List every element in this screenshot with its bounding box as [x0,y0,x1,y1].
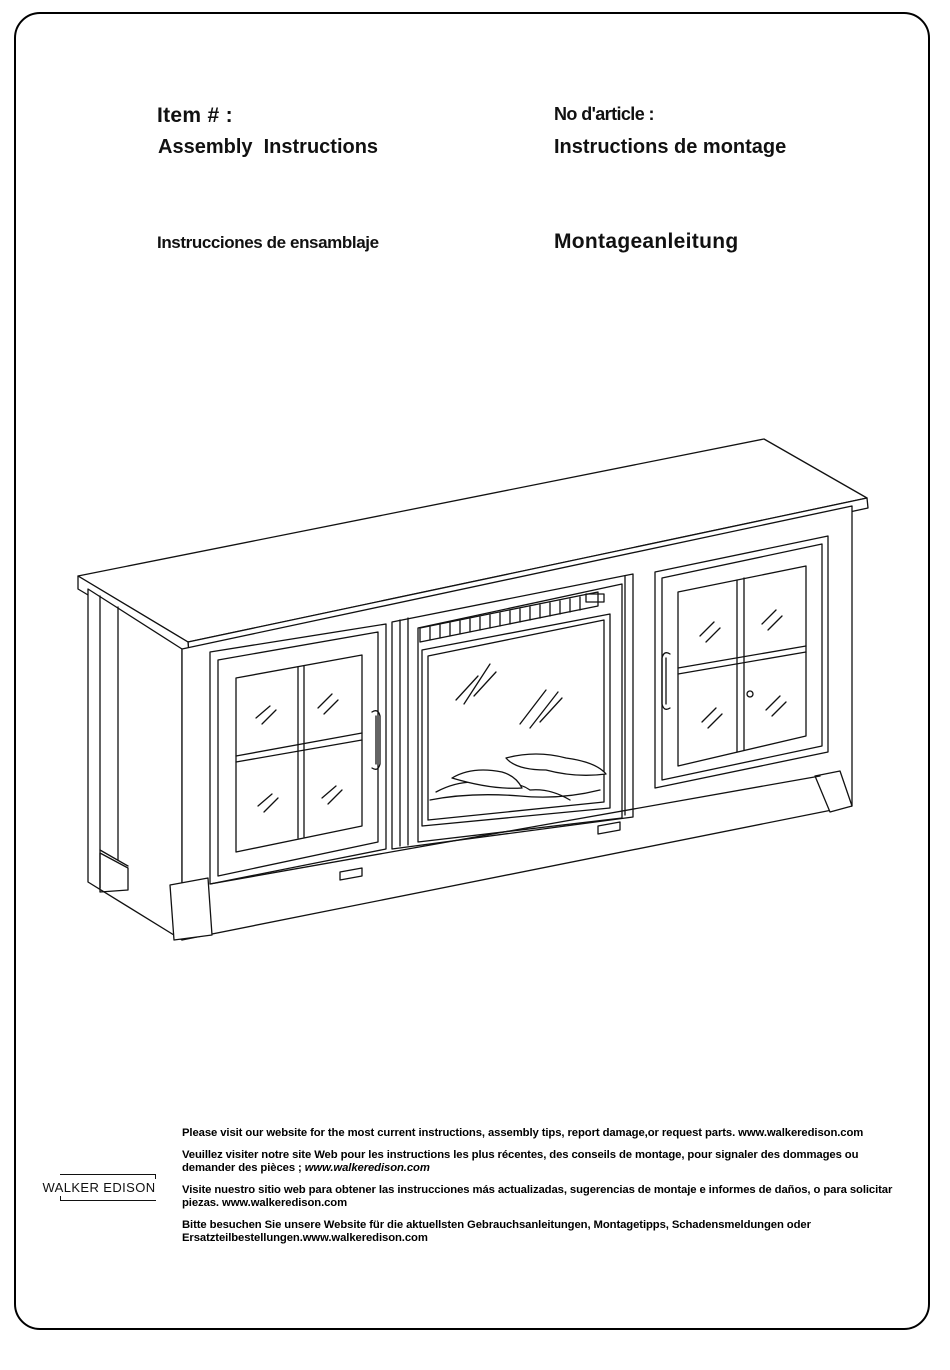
item-number-label-fr: No d'article : [554,104,654,124]
fireplace-tv-stand-icon [70,430,880,950]
website-notice [182,1127,910,1254]
website-notice-fr-text: Veuillez visiter notre site Web pour les instructions les plus récentes, des conseils de montage, pour signaler des dommages ou demander des pièces ; [182,1149,859,1174]
assembly-instructions-es: Instrucciones de ensamblaje [157,233,379,252]
logo-line-bottom [60,1200,156,1201]
logo-text: WALKER EDISON [42,1180,156,1195]
assembly-instructions-en: Assembly Instructions [158,136,379,158]
walker-edison-logo [40,1174,160,1204]
assembly-instructions-fr: Instructions de montage [554,136,787,158]
website-notice-en: Please visit our website for the most current instructions, assembly tips, report damage,or request parts. www.walkeredison.com [182,1127,864,1139]
website-notice-fr [182,1149,910,1175]
logo-line-top [60,1174,156,1175]
assembly-instructions-de: Montageanleitung [554,230,739,253]
website-notice-de: Bitte besuchen Sie unsere Website für die aktuellsten Gebrauchsanleitungen, Montagetipps, Schadensmeldungen oder Ersatzteilbestellungen.www.walkeredison.com [182,1219,811,1244]
website-url-fr[interactable]: www.walkeredison.com [304,1162,430,1174]
website-notice-es: Visite nuestro sitio web para obtener las instrucciones más actualizadas, sugerencias de montaje e informes de daños, o para solicitar piezas. www.walkeredison.com [182,1184,893,1209]
item-number-label-en: Item # : [157,104,233,127]
